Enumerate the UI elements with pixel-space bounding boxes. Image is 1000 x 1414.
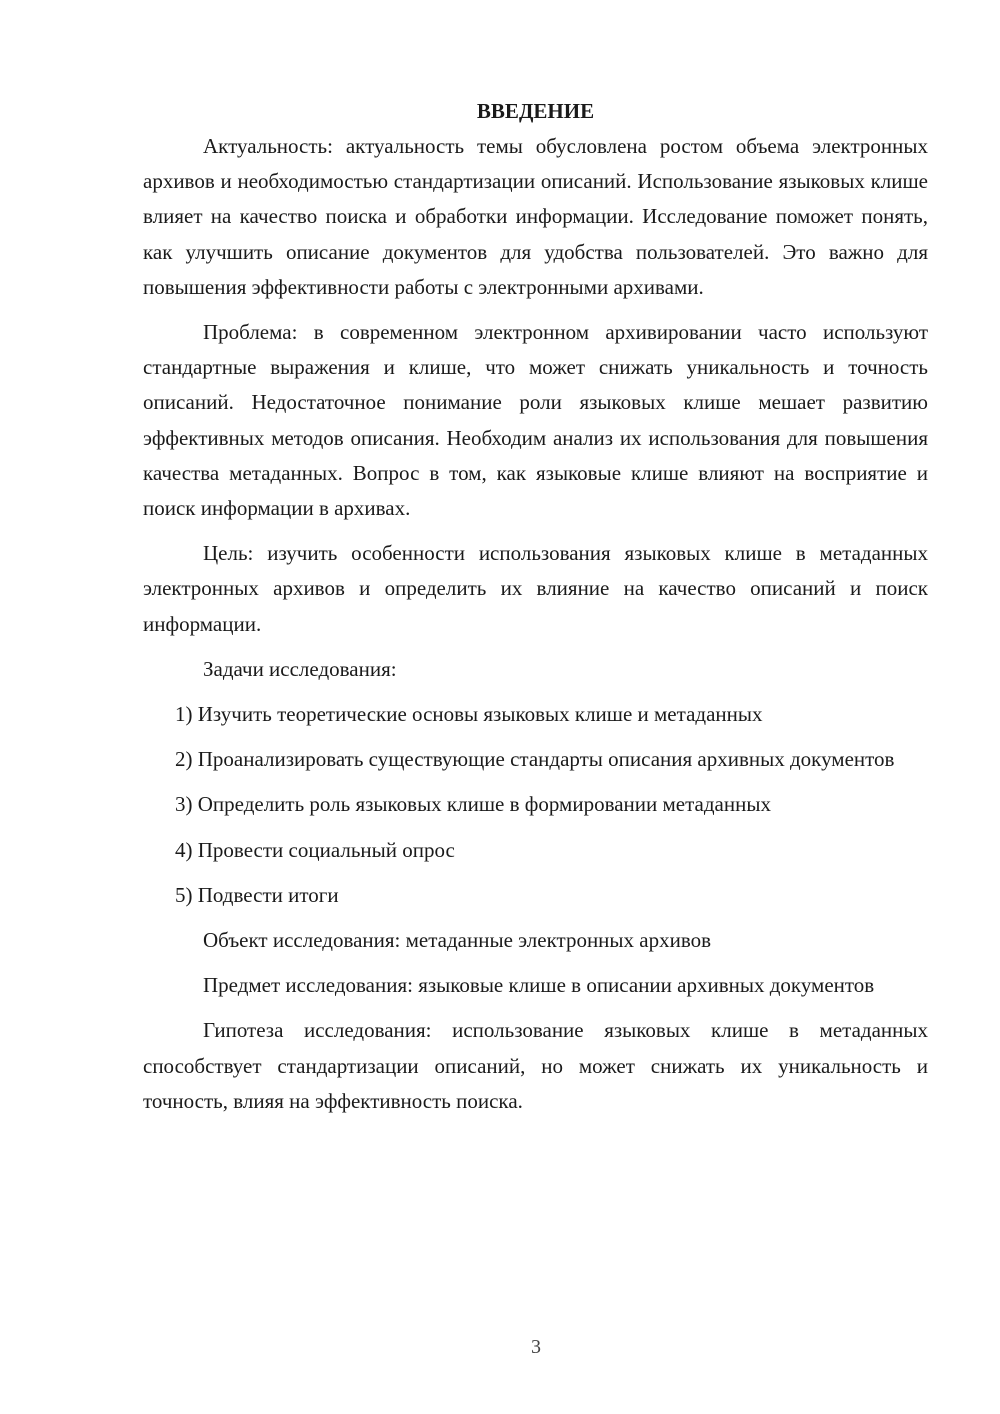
task-item-1: 1) Изучить теоретические основы языковых клише и метаданных [175, 702, 763, 727]
task-item-2: 2) Проанализировать существующие стандарты описания архивных документов [175, 747, 895, 772]
task-item-4: 4) Провести социальный опрос [175, 837, 455, 862]
task-item-5: 5) Подвести итоги [175, 882, 339, 907]
goal-paragraph: Цель: изучить особенности использования языковых клише в метаданных электронных архивов и определить их влияние на качество описаний и поиск информации. [143, 541, 928, 636]
page-content [143, 94, 928, 1119]
object-paragraph: Объект исследования: метаданные электронных архивов [203, 928, 712, 953]
hypothesis-paragraph: Гипотеза исследования: использование языковых клише в метаданных способствует стандартизации описаний, но может снижать их уникальность и точность, влияя на эффективность поиска. [143, 1018, 928, 1113]
problem-paragraph: Проблема: в современном электронном архивировании часто используют стандартные выражения и клише, что может снижать уникальность и точность описаний. Недостаточное понимание роли языковых клише мешает развитию эффективных методов описания. Необходим анализ их использования для повышения качества метаданных. Вопрос в том, как языковые клише влияют на восприятие и поиск информации в архивах. [143, 320, 928, 521]
page-title: ВВЕДЕНИЕ [476, 99, 595, 123]
tasks-heading: Задачи исследования: [203, 656, 397, 681]
page-number: 3 [531, 1336, 541, 1358]
task-item-3: 3) Определить роль языковых клише в формировании метаданных [175, 792, 771, 817]
subject-paragraph: Предмет исследования: языковые клише в описании архивных документов [203, 973, 875, 998]
relevance-paragraph: Актуальность: актуальность темы обусловлена ростом объема электронных архивов и необходимостью стандартизации описаний. Использование языковых клише влияет на качество поиска и обработки информации. Исследование поможет понять, как улучшить описание документов для удобства пользователей. Это важно для повышения эффективности работы с электронными архивами. [143, 134, 928, 299]
